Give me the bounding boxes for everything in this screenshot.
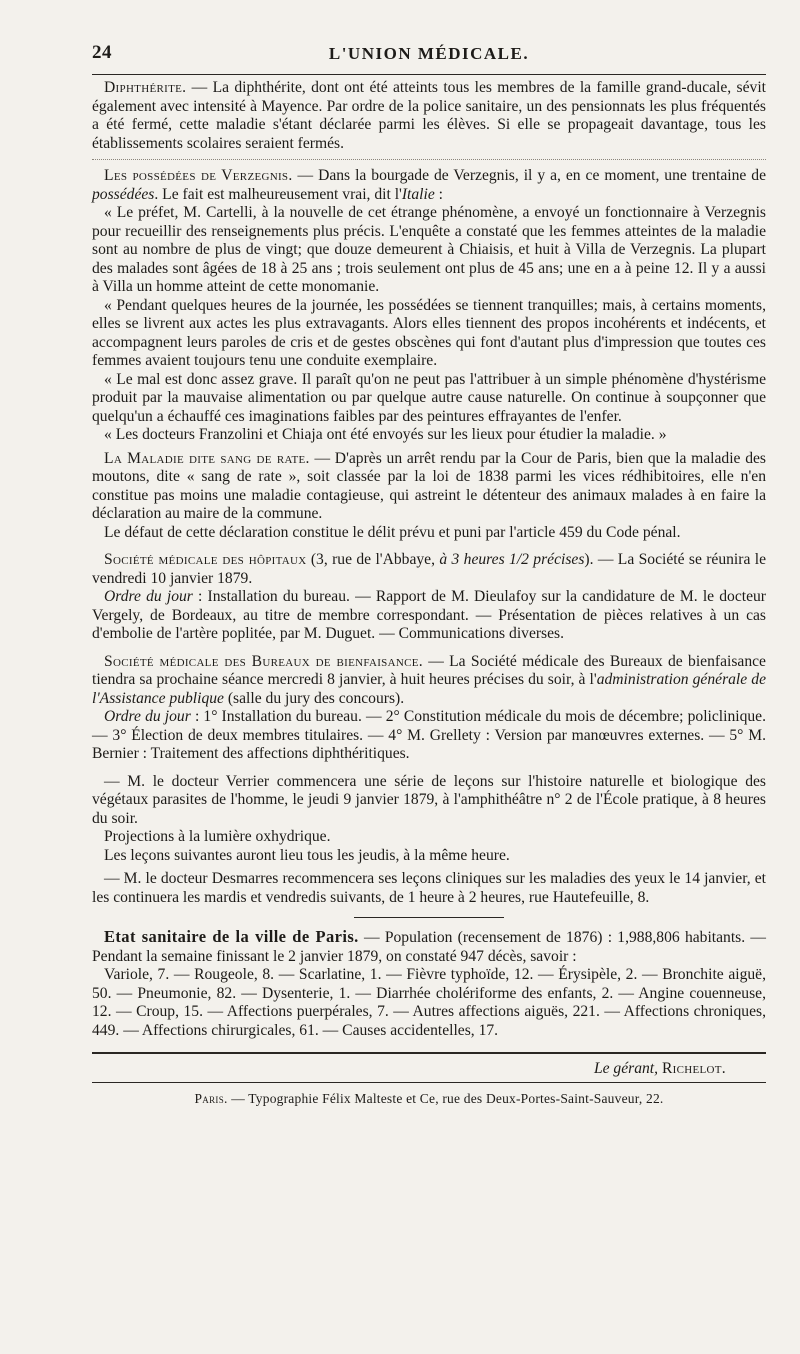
imprint-body: — Typographie Félix Malteste et Ce, rue des Deux-Portes-Saint-Sauveur, 22. [231,1091,664,1106]
text-column [92,79,766,1107]
quote-paragraph: « Le préfet, M. Cartelli, à la nouvelle de cet étrange phénomène, a envoyé un fonctionnaire à Verzegnis pour recueillir des renseignements plus précis. L'enquête a constaté que les femmes atteintes de la maladie sont au nombre de plus de vingt; que douze demeurent à Chiaisis, et huit à Villa de Verzegnis. La plupart des malades sont âgées de 18 à 25 ans ; trois seulement ont plus de 45 ans; une en a à peine 12. Il y a aussi à Villa un homme atteint de cette monomanie. [92,204,766,295]
agenda [92,588,766,644]
imprint-city: Paris. [194,1091,228,1106]
quote-paragraph: « Pendant quelques heures de la journée, les possédées se tiennent tranquilles; mais, à certains moments, elles se livrent aux actes les plus extravagants. Alors elles tiennent des propos incohérents et indécents, et accompagnent leurs paroles de cris et de gestes obscènes qui font d'autant plus d'impression que toutes ces femmes avaient toujours tenu une conduite exemplaire. [92,296,766,369]
section-heading: Diphthérite. [104,79,187,96]
agenda-label: Ordre du jour [104,588,193,605]
item-etat-sanitaire [92,928,766,966]
section-divider [92,159,766,160]
gerant-label: Le gérant, [593,1060,659,1077]
item-possedees-intro [92,167,766,204]
item-emphasis: administration générale de l'Assistance publique [92,671,766,707]
item-emphasis: à 3 heures 1/2 précises [439,551,585,568]
agenda-label: Ordre du jour [104,708,191,725]
page-header [92,40,766,75]
item-body: — La Société médicale des Bureaux de bienfaisance tiendra sa prochaine séance mercredi 8 janvier, à huit heures précises du soir, à l' [92,652,766,688]
printer-imprint [92,1091,766,1107]
running-title: L'UNION MÉDICALE. [328,44,530,63]
intro-text: : [434,185,443,203]
item-bienfaisance [92,653,766,709]
section-heading: La Maladie dite sang de rate. [104,449,310,467]
quote-paragraph: « Le mal est donc assez grave. Il paraît qu'on ne peut pas l'attribuer à un simple phénomène d'hystérisme produit par la mauvaise alimentation ou par quelque autre cause naturelle. On continue à soupçonner que quelqu'un a échauffé ces imaginations faibles par des peintures effrayantes de l'enfer. [92,370,766,425]
item-body: — D'après un arrêt rendu par la Cour de Paris, bien que la maladie des moutons, dite « sang de rate », soit classée par la loi de 1838 parmi les vices rédhibitoires, elle n'en constitue pas moins une maladie contagieuse, qui astreint le détenteur des animaux malades à en faire la déclaration au maire de la commune. [92,449,766,522]
item-paragraph: Projections à la lumière oxhydrique. [104,828,331,845]
footer-rule [92,1052,766,1054]
item-paragraph: Le défaut de cette déclaration constitue le délit prévu et puni par l'article 459 du Code pénal. [104,523,681,541]
page-number: 24 [92,42,112,63]
agenda [92,708,766,764]
item-verrier: — M. le docteur Verrier commencera une série de leçons sur l'histoire naturelle et biologique des végétaux parasites de l'homme, le jeudi 9 janvier 1879, à l'amphithéâtre n° 2 de l'École pratique, à 8 heures du soir. [92,772,766,827]
item-body: — La diphthérite, dont ont été atteints tous les membres de la famille grand-ducale, sévit également avec intensité à Mayence. Par ordre de la police sanitaire, un des pensionnats les plus fréquentés a été fermé, cette maladie s'étant déclarée parmi les élèves. Si elle se propageait davantage, tous les établissements scolaires seraient fermés. [92,79,766,152]
item-diphtherite [92,79,766,153]
item-desmarres: — M. le docteur Desmarres recommencera ses leçons cliniques sur les maladies des yeux le 14 janvier, et les continuera les mardis et vendredis suivants, de 1 heure à 2 heures, rue Hautefeuille, 8. [92,870,766,906]
item-sang-de-rate [92,450,766,524]
item-body: (salle du jury des concours). [223,689,405,707]
footer-rule [92,1082,766,1083]
source-name: Italie [401,185,435,203]
section-heading: Société médicale des hôpitaux [104,551,307,568]
gerant-signature [92,1060,766,1078]
section-heading: Etat sanitaire de la ville de Paris. [104,927,359,946]
agenda-body: : Installation du bureau. — Rapport de M. Dieulafoy sur la candidature de M. le docteur Vergely, de Bordeaux, au titre de membre correspondant. — Présentation de pièces relatives à un cas d'embolie de l'artère poplitée, par M. Duguet. — Communications diverses. [92,588,766,642]
item-hopitaux [92,551,766,588]
section-heading: Les possédées de Verzegnis. [104,167,293,184]
item-body: — Population (recensement de 1876) : 1,988,806 habitants. — Pendant la semaine finissant le 2 janvier 1879, on constaté 947 décès, savoir : [92,929,767,965]
item-body: (3, rue de l'Abbaye, [306,551,440,568]
intro-emphasis: possédées [92,185,155,203]
mortality-list: Variole, 7. — Rougeole, 8. — Scarlatine, 1. — Fièvre typhoïde, 12. — Érysipèle, 2. — Bronchite aiguë, 50. — Pneumonie, 82. — Dysenterie, 1. — Diarrhée cholériforme des enfants, 2. — Angine couenneuse, 12. — Croup, 15. — Affections puerpérales, 7. — Autres affections aiguës, 221. — Affections chroniques, 449. — Affections chirurgicales, 61. — Causes accidentelles, 17. [92,966,766,1039]
section-divider [354,917,504,918]
quote-paragraph: « Les docteurs Franzolini et Chiaja ont été envoyés sur les lieux pour étudier la maladie. » [104,426,667,443]
intro-text: . Le fait est malheureusement vrai, dit l' [154,185,402,203]
intro-text: — Dans la bourgade de Verzegnis, il y a, en ce moment, une trentaine de [292,167,766,184]
item-paragraph: Les leçons suivantes auront lieu tous les jeudis, à la même heure. [104,846,510,864]
section-heading: Société médicale des Bureaux de bienfaisance. [104,652,423,670]
gerant-name: Richelot. [661,1060,726,1077]
item-body: ). — La Société se réunira le vendredi 10 janvier 1879. [92,551,766,587]
agenda-body: : 1° Installation du bureau. — 2° Constitution médicale du mois de décembre; policlinique. — 3° Élection de deux membres titulaires. — 4° M. Grellety : Version par manœuvres externes. — 5° M. Bernier : Traitement des affections diphthéritiques. [92,708,766,762]
